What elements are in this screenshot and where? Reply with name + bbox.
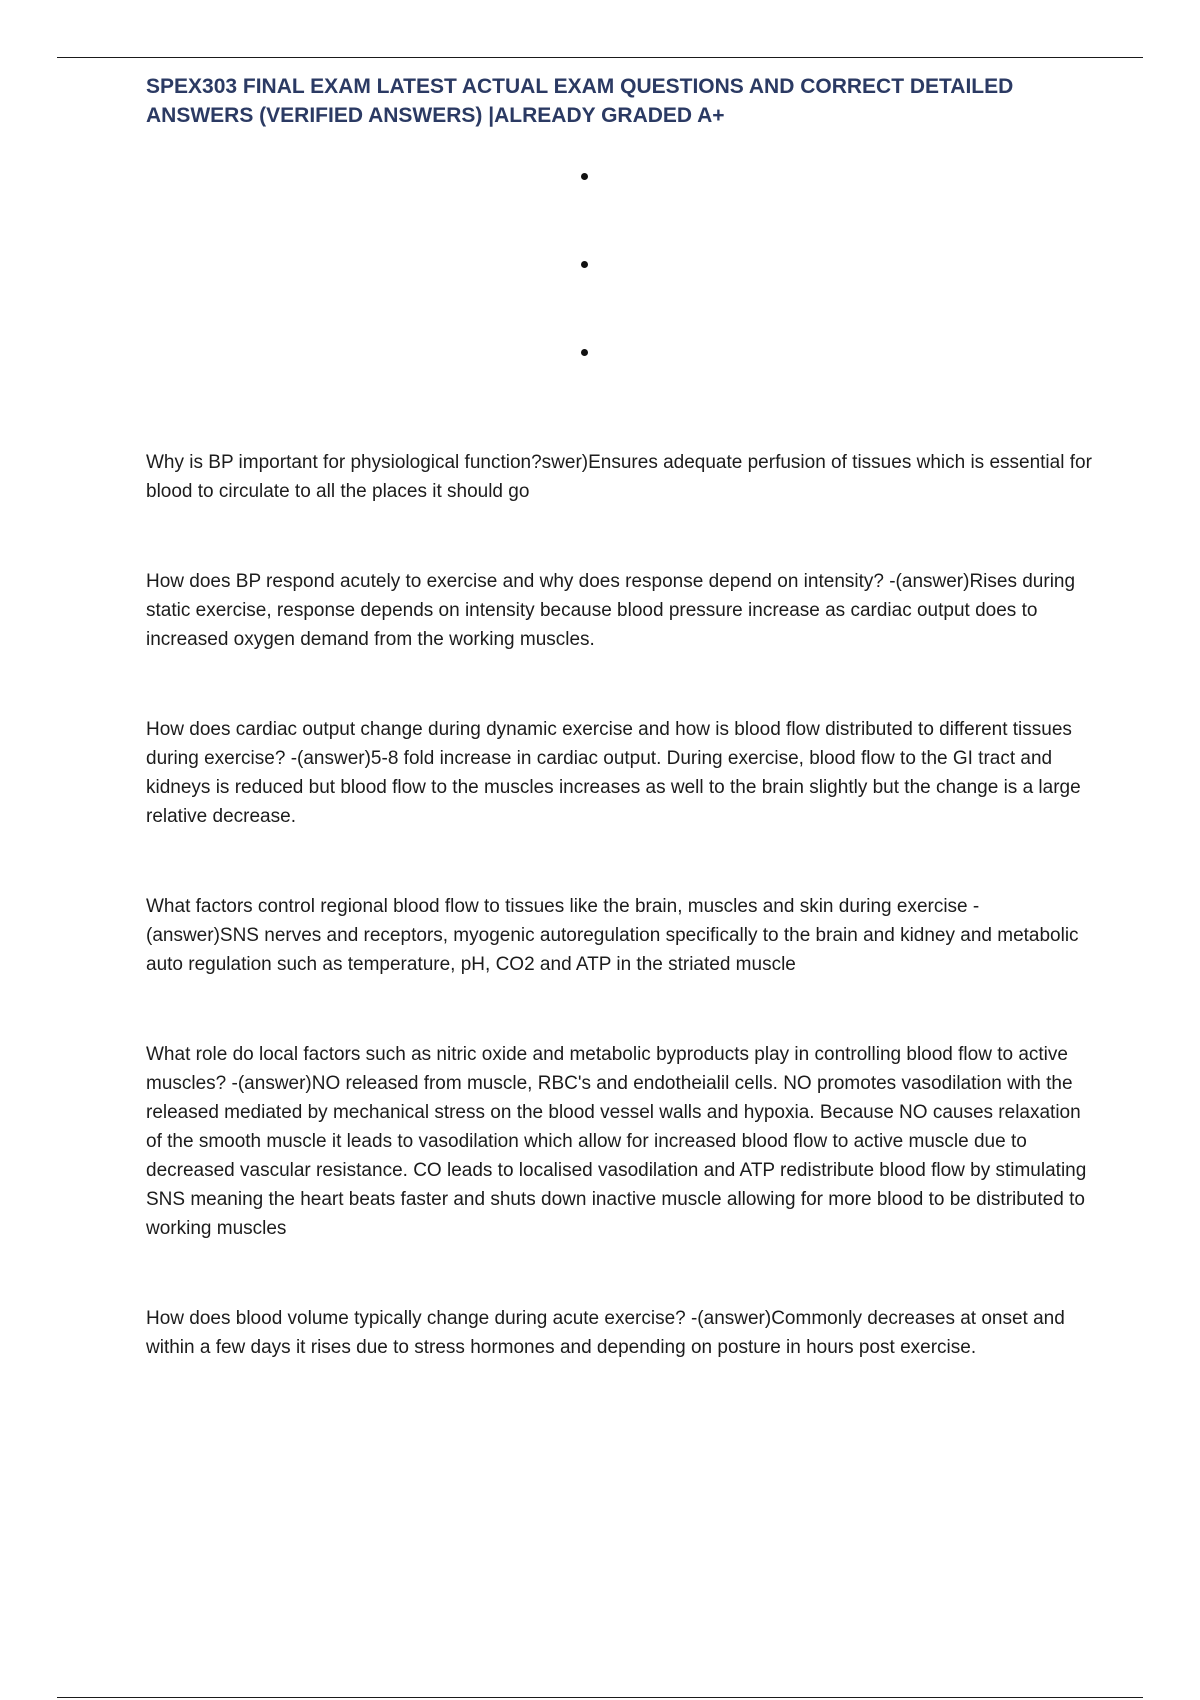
- bullet-dot-icon: [581, 349, 588, 356]
- bullet-list: [0, 158, 1172, 422]
- question-answer-list: [146, 448, 1096, 1362]
- bullet-item: [0, 158, 1172, 246]
- bullet-item: [0, 246, 1172, 334]
- qa-entry: How does blood volume typically change during acute exercise? -(answer)Commonly decreases at onset and within a few days it rises due to stress hormones and depending on posture in hours post exercise.: [146, 1308, 1065, 1358]
- qa-entry: Why is BP important for physiological function?swer)Ensures adequate perfusion of tissues which is essential for blood to circulate to all the places it should go: [146, 452, 1092, 502]
- bullet-dot-icon: [581, 173, 588, 180]
- bullet-item: [0, 334, 1172, 422]
- document-title: SPEX303 FINAL EXAM LATEST ACTUAL EXAM QUESTIONS AND CORRECT DETAILED ANSWERS (VERIFIED ANSWERS) |ALREADY GRADED A+: [146, 75, 1014, 127]
- qa-entry: What factors control regional blood flow to tissues like the brain, muscles and skin during exercise - (answer)SNS nerves and receptors, myogenic autoregulation specifically to the brain and kidney and metabolic auto regulation such as temperature, pH, CO2 and ATP in the striated muscle: [146, 896, 1079, 975]
- qa-entry: What role do local factors such as nitric oxide and metabolic byproducts play in controlling blood flow to active muscles? -(answer)NO released from muscle, RBC's and endotheialil cells. NO promotes vasodilation with the released mediated by mechanical stress on the blood vessel walls and hypoxia. Because NO causes relaxation of the smooth muscle it leads to vasodilation which allow for increased blood flow to active muscle due to decreased vascular resistance. CO leads to localised vasodilation and ATP redistribute blood flow by stimulating SNS meaning the heart beats faster and shuts down inactive muscle allowing for more blood to be distributed to working muscles: [146, 1044, 1087, 1239]
- footer-rule: [57, 1697, 1143, 1698]
- bullet-dot-icon: [581, 261, 588, 268]
- qa-entry: How does cardiac output change during dynamic exercise and how is blood flow distributed to different tissues during exercise? -(answer)5-8 fold increase in cardiac output. During exercise, blood flow to the GI tract and kidneys is reduced but blood flow to the muscles increases as well to the brain slightly but the change is a large relative decrease.: [146, 719, 1081, 827]
- header-rule: [57, 57, 1143, 58]
- qa-entry: How does BP respond acutely to exercise and why does response depend on intensity? -(answer)Rises during static exercise, response depends on intensity because blood pressure increase as cardiac output does to increased oxygen demand from the working muscles.: [146, 571, 1076, 650]
